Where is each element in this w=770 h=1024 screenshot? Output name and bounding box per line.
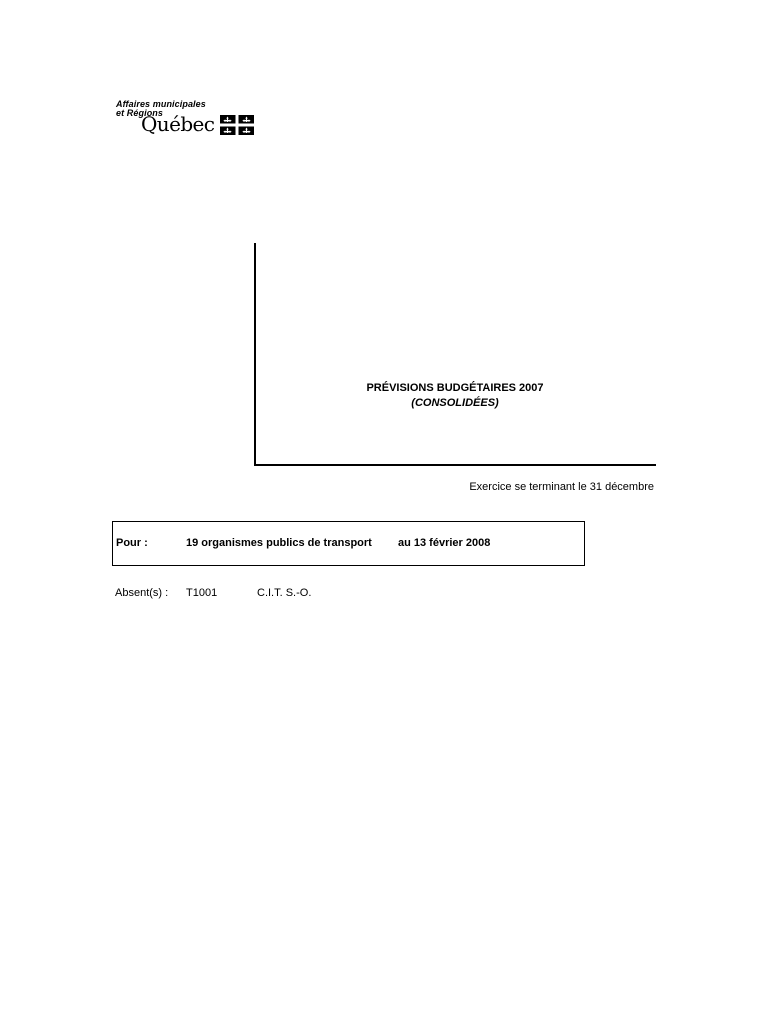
- quebec-logo: [114, 96, 264, 140]
- absent-code: T1001: [186, 587, 218, 599]
- logo-ministry-line2: et Régions: [116, 108, 164, 118]
- logo-wordmark: Québec: [141, 112, 215, 136]
- pour-label: Pour :: [116, 537, 148, 549]
- document-subtitle: (CONSOLIDÉES): [411, 397, 499, 409]
- fiscal-year-note: Exercice se terminant le 31 décembre: [469, 481, 654, 493]
- absent-label: Absent(s) :: [115, 587, 169, 599]
- document-title: PRÉVISIONS BUDGÉTAIRES 2007: [366, 382, 544, 394]
- quebec-flag-icon: [220, 115, 254, 135]
- report-date: au 13 février 2008: [398, 537, 491, 549]
- recipient-box: [112, 521, 585, 566]
- logo-ministry-line1: Affaires municipales: [116, 99, 206, 109]
- title-frame-horizontal-rule: [254, 464, 656, 466]
- absent-name: C.I.T. S.-O.: [257, 587, 312, 599]
- organizations-text: 19 organismes publics de transport: [186, 537, 372, 549]
- title-frame-vertical-rule: [254, 243, 256, 466]
